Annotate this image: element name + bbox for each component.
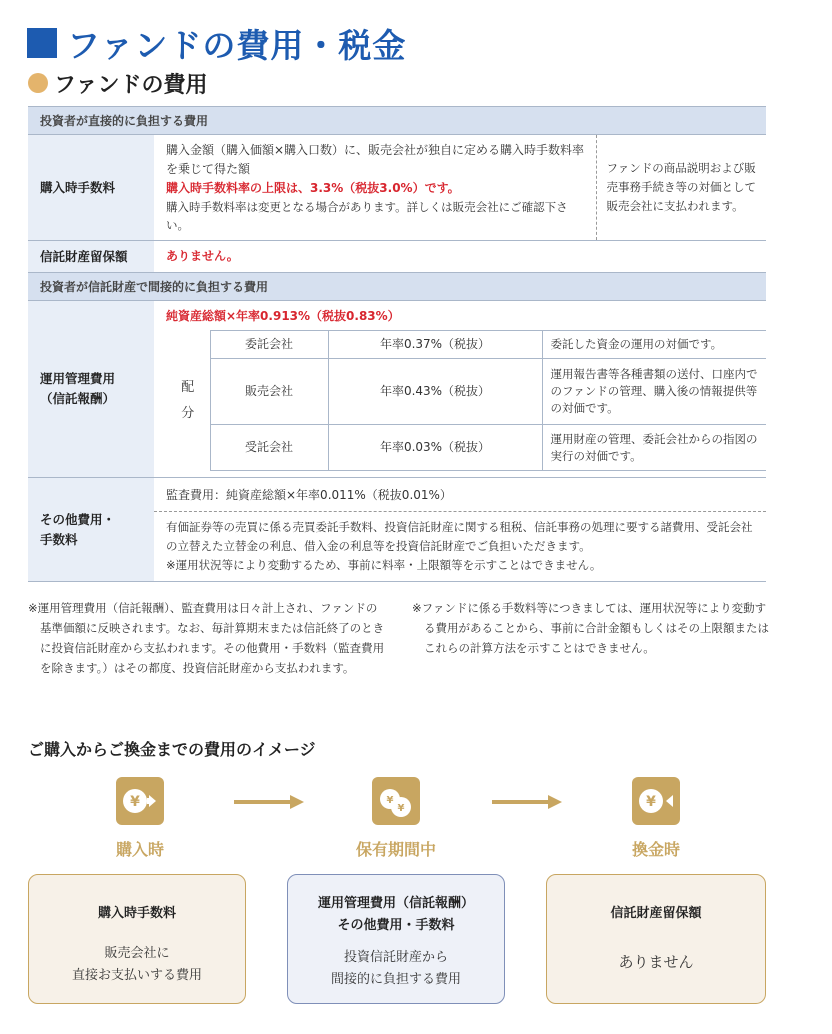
trust-reserve-value: ありません。	[154, 241, 766, 273]
box-body-line1: ありません	[618, 953, 694, 971]
note-right: ※ファンドに係る手数料等につきましては、運用状況等により変動する費用があることから、事前に合計金額もしくはその上限額またはこれらの計算方法を示すことはできません。	[412, 601, 769, 655]
allocation-desc: 運用報告書等各種書類の送付、口座内でのファンドの管理、購入後の情報提供等の対価です。	[542, 359, 766, 425]
step-purchase	[80, 777, 200, 860]
allocation-row	[166, 331, 766, 359]
page-title-text: ファンドの費用・税金	[67, 25, 407, 65]
allocation-rate: 年率0.37%（税抜）	[328, 331, 542, 359]
yen-out-icon	[632, 777, 680, 825]
buy-fee-note: ファンドの商品説明および販売事務手続き等の対価として販売会社に支払われます。	[596, 135, 766, 241]
box-holding-fee	[287, 874, 505, 1004]
other-fee-label-line1: その他費用・	[40, 511, 116, 527]
buy-fee-label: 購入時手数料	[28, 135, 154, 241]
allocation-name: 委託会社	[210, 331, 328, 359]
allocation-rate: 年率0.03%（税抜）	[328, 425, 542, 471]
svg-text:¥: ¥	[386, 795, 394, 806]
page-title	[27, 22, 406, 64]
box-body-line1: 投資信託財産から	[343, 950, 448, 965]
box-redemption-fee	[546, 874, 766, 1004]
allocation-desc: 委託した資金の運用の対価です。	[542, 331, 766, 359]
box-head-line1: 運用管理費用（信託報酬）	[317, 896, 474, 911]
buy-fee-content	[154, 135, 596, 241]
yen-in-icon	[116, 777, 164, 825]
buy-fee-caveat: 購入時手数料率は変更となる場合があります。詳しくは販売会社にご確認下さい。	[166, 200, 568, 232]
allocation-row	[166, 359, 766, 425]
box-body-line2: 直接お支払いする費用	[71, 968, 202, 983]
other-fee-detail-text: 有価証券等の売買に係る売買委託手数料、投資信託財産に関する租税、信託事務の処理に要する諸費用、受託会社の立替えた立替金の利息、借入金の利息等を投資信託財産でご負担いただきます。	[166, 520, 753, 553]
mgmt-fee-content	[154, 301, 766, 478]
step-label: 保有期間中	[355, 840, 436, 859]
other-fee-detail-note: ※運用状況等により変動するため、事前に料率・上限額等を示すことはできません。	[166, 558, 602, 572]
allocation-name: 販売会社	[210, 359, 328, 425]
section-subtitle	[28, 68, 208, 98]
allocation-label-char1: 配	[181, 379, 195, 395]
box-head-line2: その他費用・手数料	[337, 918, 455, 933]
allocation-rate: 年率0.43%（税抜）	[328, 359, 542, 425]
money-bag-icon	[372, 777, 420, 825]
buy-fee-text: 購入金額（購入価額×購入口数）に、販売会社が独自に定める購入時手数料率を乗じて得た額	[166, 143, 585, 176]
other-fee-label	[28, 478, 154, 582]
other-fee-label-line2: 手数料	[40, 531, 78, 547]
image-section-title: ご購入からご換金までの費用のイメージ	[28, 740, 316, 759]
audit-fee: 監査費用：純資産総額×年率0.011%（税抜0.01%）	[154, 478, 766, 512]
fee-table	[28, 106, 766, 582]
note-left: ※運用管理費用（信託報酬）、監査費用は日々計上され、ファンドの基準価額に反映されます。なお、毎計算期末または信託終了のときに投資信託財産から支払われます。その他費用・手数料（監査費用を除きます。）はその都度、投資信託財産から支払われます。	[28, 601, 385, 675]
subtitle-text: ファンドの費用	[54, 72, 208, 98]
arrow-right-icon	[234, 795, 304, 809]
buy-fee-limit: 購入時手数料率の上限は、3.3%（税抜3.0%）です。	[166, 181, 460, 195]
step-label: 購入時	[115, 840, 164, 859]
direct-section-header: 投資者が直接的に負担する費用	[28, 107, 766, 135]
mgmt-fee-label	[28, 301, 154, 478]
mgmt-fee-row	[28, 301, 766, 478]
allocation-label	[166, 331, 210, 471]
allocation-table	[166, 330, 766, 471]
svg-text:¥: ¥	[130, 794, 140, 810]
box-body-line2: 間接的に負担する費用	[330, 972, 461, 987]
mgmt-fee-label-line2: （信託報酬）	[40, 391, 116, 406]
step-redemption	[596, 777, 716, 860]
allocation-name: 受託会社	[210, 425, 328, 471]
other-fee-row	[28, 478, 766, 582]
mgmt-fee-total: 純資産総額×年率0.913%（税抜0.83%）	[166, 309, 400, 323]
mgmt-fee-label-line1: 運用管理費用	[40, 371, 116, 386]
allocation-label-char2: 分	[181, 405, 195, 421]
box-body-line1: 販売会社に	[104, 946, 170, 961]
step-label: 換金時	[631, 840, 680, 859]
box-purchase-fee	[28, 874, 246, 1004]
buy-fee-row	[28, 135, 766, 241]
indirect-section-header: 投資者が信託財産で間接的に負担する費用	[28, 273, 766, 301]
allocation-row	[166, 425, 766, 471]
arrow-right-icon	[492, 795, 562, 809]
title-square-icon	[27, 28, 57, 58]
circle-bullet-icon	[28, 73, 48, 93]
other-fee-detail	[154, 512, 766, 581]
svg-text:¥: ¥	[646, 794, 656, 810]
step-holding	[336, 777, 456, 860]
box-head: 購入時手数料	[97, 906, 176, 921]
other-fee-content	[154, 478, 766, 582]
svg-text:¥: ¥	[397, 803, 405, 814]
trust-reserve-label: 信託財産留保額	[28, 241, 154, 273]
allocation-desc: 運用財産の管理、委託会社からの指図の実行の対価です。	[542, 425, 766, 471]
trust-reserve-row	[28, 241, 766, 273]
box-head: 信託財産留保額	[610, 906, 702, 921]
